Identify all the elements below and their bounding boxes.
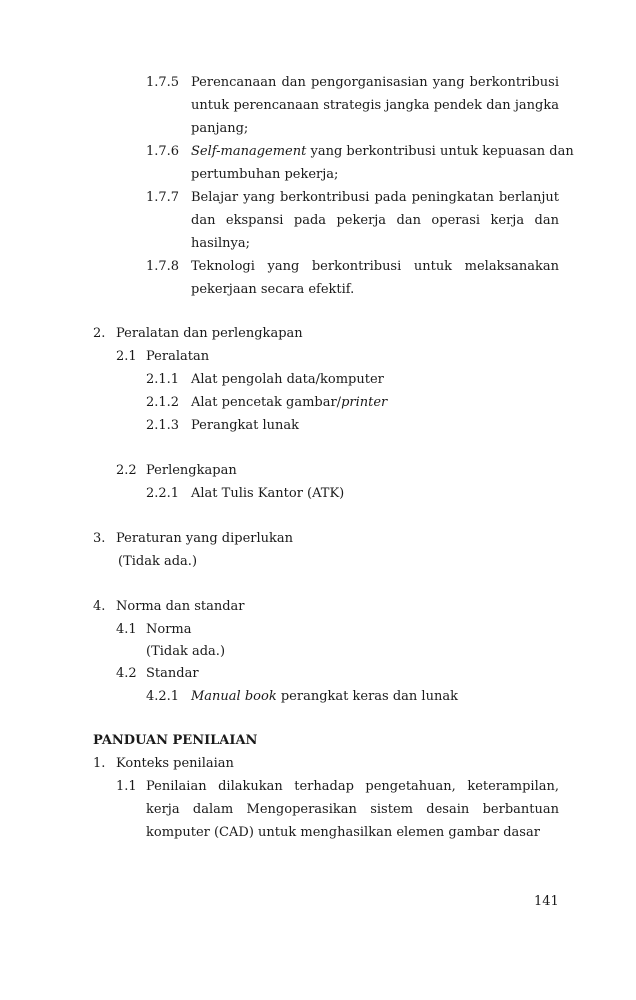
subsection-title: Perlengkapan xyxy=(146,463,237,478)
item-number: 1.7.5 xyxy=(146,75,180,90)
item-text-line: dan ekspansi pada pekerja dan operasi kerja dan xyxy=(191,213,559,228)
item-text-line: pertumbuhan pekerja; xyxy=(191,167,339,182)
section-title: Norma dan standar xyxy=(116,599,245,614)
item-text: yang berkontribusi untuk kepuasan dan xyxy=(306,144,574,159)
item-text-line: Penilaian dilakukan terhadap pengetahuan, keterampilan, xyxy=(146,779,559,794)
item-text-line xyxy=(191,141,574,163)
subsection-number: 4.1 xyxy=(116,622,137,637)
item-text-line: Perencanaan dan pengorganisasian yang berkontribusi xyxy=(191,75,559,90)
section-note: (Tidak ada.) xyxy=(118,554,198,569)
item-text: Perangkat lunak xyxy=(191,418,300,433)
item-text: Alat pengolah data/komputer xyxy=(191,372,384,387)
section-title: Peralatan dan perlengkapan xyxy=(116,326,303,341)
item-text-line: Teknologi yang berkontribusi untuk melaksanakan xyxy=(191,259,559,274)
italic-term: Manual book xyxy=(191,689,277,704)
item-text-line: hasilnya; xyxy=(191,236,250,251)
subsection-title: Norma xyxy=(146,622,192,637)
section-number: 3. xyxy=(93,531,106,546)
section-number: 1. xyxy=(93,756,106,771)
item-number: 1.7.7 xyxy=(146,190,180,205)
panduan-heading: PANDUAN PENILAIAN xyxy=(93,733,258,748)
item-text-line: pekerjaan secara efektif. xyxy=(191,282,355,297)
item-text-line: untuk perencanaan strategis jangka pendek dan jangka xyxy=(191,98,559,113)
item-text-line: panjang; xyxy=(191,121,249,136)
subsection-number: 2.2 xyxy=(116,463,137,478)
subsection-number: 2.1 xyxy=(116,349,137,364)
item-text: Alat Tulis Kantor (ATK) xyxy=(191,486,345,501)
item-text-line: komputer (CAD) untuk menghasilkan elemen gambar dasar xyxy=(146,825,540,840)
section-title: Konteks penilaian xyxy=(116,756,234,771)
section-title: Peraturan yang diperlukan xyxy=(116,531,294,546)
subsection-title: Standar xyxy=(146,666,199,681)
section-number: 2. xyxy=(93,326,106,341)
page-number: 141 xyxy=(534,894,559,909)
subsection-note: (Tidak ada.) xyxy=(146,644,226,659)
item-text-line: kerja dalam Mengoperasikan sistem desain berbantuan xyxy=(146,802,559,817)
item-number: 2.1.2 xyxy=(146,395,180,410)
subsection-number: 4.2 xyxy=(116,666,137,681)
item-text-line xyxy=(191,392,387,414)
item-number: 2.1.3 xyxy=(146,418,180,433)
item-text: Alat pencetak gambar/ xyxy=(191,395,342,410)
item-number: 1.7.6 xyxy=(146,144,180,159)
item-text-line: Belajar yang berkontribusi pada peningkatan berlanjut xyxy=(191,190,559,205)
item-text-line xyxy=(191,686,458,708)
subsection-number: 1.1 xyxy=(116,779,137,794)
item-number: 2.2.1 xyxy=(146,486,180,501)
section-number: 4. xyxy=(93,599,106,614)
item-number: 1.7.8 xyxy=(146,259,180,274)
italic-term: printer xyxy=(341,395,388,410)
item-number: 4.2.1 xyxy=(146,689,180,704)
subsection-title: Peralatan xyxy=(146,349,210,364)
item-text: perangkat keras dan lunak xyxy=(276,689,458,704)
item-number: 2.1.1 xyxy=(146,372,180,387)
italic-term: Self-management xyxy=(191,144,307,159)
